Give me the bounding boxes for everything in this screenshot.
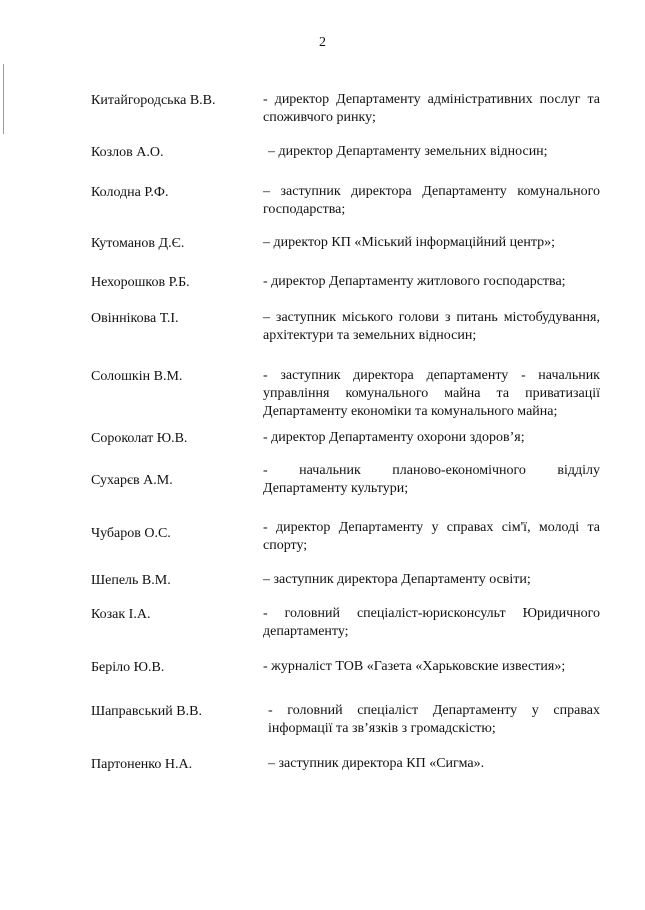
- margin-mark: [3, 64, 4, 134]
- person-role: - директор Департаменту адміністративних послуг та споживчого ринку;: [263, 92, 600, 125]
- person-role: – заступник директора Департаменту комунального господарства;: [263, 184, 600, 217]
- person-role: – директор КП «Міський інформаційний центр»;: [263, 235, 555, 250]
- person-role: - начальник планово-економічного відділу Департаменту культури;: [263, 463, 600, 496]
- person-name: Беріло Ю.В.: [91, 660, 165, 675]
- person-role: - заступник директора департаменту - начальник управління комунального майна та приватизації Департаменту економіки та комунального майна;: [263, 368, 600, 419]
- person-role: – заступник директора КП «Сигма».: [268, 756, 485, 771]
- page-number: 2: [319, 35, 326, 50]
- person-name: Шаправський В.В.: [91, 704, 202, 719]
- person-name: Колодна Р.Ф.: [91, 185, 169, 200]
- person-name: Шепель В.М.: [91, 573, 171, 588]
- person-role: - головний спеціаліст-юрисконсульт Юридичного департаменту;: [263, 606, 600, 639]
- person-name: Нехорошков Р.Б.: [91, 275, 190, 290]
- person-name: Партоненко Н.А.: [91, 757, 193, 772]
- person-role: - головний спеціаліст Департаменту у справах інформації та зв’язків з громадскістю;: [268, 703, 600, 736]
- person-name: Овіннікова Т.І.: [91, 311, 179, 326]
- person-role: – директор Департаменту земельних відносин;: [268, 144, 548, 159]
- person-role: – заступник директора Департаменту освіти;: [263, 572, 531, 587]
- person-name: Чубаров О.С.: [91, 526, 171, 541]
- person-name: Солошкін В.М.: [91, 369, 183, 384]
- person-name: Сороколат Ю.В.: [91, 431, 188, 446]
- person-name: Сухарєв А.М.: [91, 473, 173, 488]
- person-name: Китайгородська В.В.: [91, 93, 216, 108]
- person-role: - журналіст ТОВ «Газета «Харьковские известия»;: [263, 659, 566, 674]
- person-name: Козлов А.О.: [91, 145, 164, 160]
- person-name: Кутоманов Д.Є.: [91, 236, 185, 251]
- person-role: - директор Департаменту житлового господарства;: [263, 274, 566, 289]
- person-role: – заступник міського голови з питань містобудування, архітектури та земельних відносин;: [263, 310, 600, 343]
- person-role: - директор Департаменту у справах сім'ї, молоді та спорту;: [263, 520, 600, 553]
- person-name: Козак І.А.: [91, 607, 151, 622]
- person-role: - директор Департаменту охорони здоров’я;: [263, 430, 525, 445]
